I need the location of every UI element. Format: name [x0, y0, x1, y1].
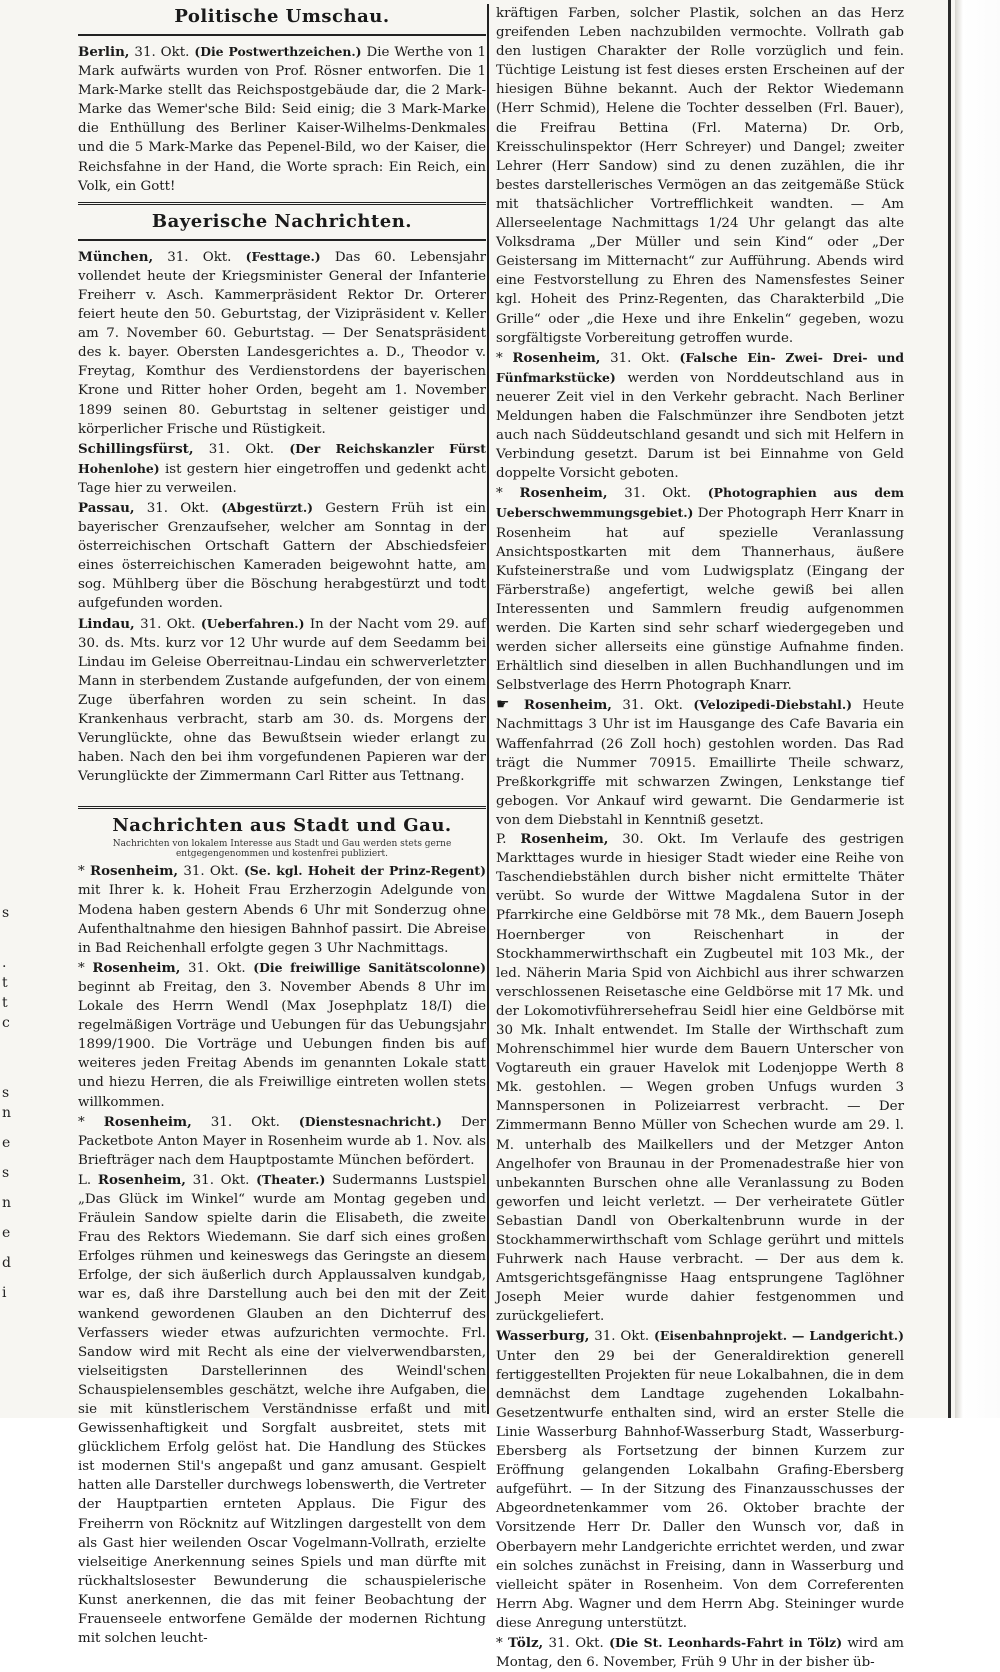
column-divider: [487, 4, 489, 1414]
dateline: Wasserburg,: [496, 1328, 590, 1345]
date: 31. Okt.: [167, 249, 232, 265]
pointing-hand-icon: ☛: [496, 695, 510, 714]
dateline: Rosenheim,: [523, 697, 612, 714]
dateline: Rosenheim,: [97, 1171, 186, 1188]
article-passau: [78, 498, 486, 614]
margin-glyph: n: [2, 1195, 12, 1211]
body: Heute Nachmittags 3 Uhr ist im Hausgange des Cafe Bavaria ein Waffenfahrrad (26 Zoll hoch) gestohlen worden. Das Rad trägt die Nummer 70915. Emaillirte Theile schwarz, Preßkorkgriffe mit schwarzen Zwingen, Lenkstange tief gebogen. Vor Ankauf wird gewarnt. Die Gendarmerie ist von dem Diebstahl in Kenntniß gesetzt.: [496, 698, 905, 828]
date: 31. Okt.: [134, 45, 190, 60]
dateline: Berlin,: [78, 44, 130, 60]
body: Das 60. Lebensjahr vollendet heute der Kriegsminister General der Infanterie Freiherr v. Asch. Kammerpräsident Rektor Dr. Orterer feiert heute den 50. Geburtstag, der Vizipräsident v. Keller am 7. November 60. Geburtstag. — Der Senatspräsident des k. bayer. Obersten Landesgerichtes a. D., Theodor v. Freytag, Komthur des Verdienstordens der bayerischen Krone und Ritter hoher Orden, begeht am 1. November 1899 seinen 80. Geburtstag in seltener geistiger und körperlicher Frische und Rüstigkeit.: [78, 249, 486, 437]
article-wasserburg: [496, 1326, 904, 1633]
dateline: Rosenheim,: [92, 959, 181, 976]
date: 31. Okt.: [192, 1172, 250, 1188]
topic: (Theater.): [256, 1171, 326, 1187]
article-rosenheim-prinzregent: [78, 861, 486, 957]
body: ist gestern hier eingetroffen und gedenkt acht Tage hier zu verweilen.: [78, 461, 486, 496]
date: 31. Okt.: [594, 1329, 650, 1345]
section-title-bayern: Bayerische Nachrichten.: [151, 210, 413, 232]
margin-glyph: i: [2, 1285, 7, 1301]
article-rosenheim-dienst: [78, 1112, 486, 1170]
margin-glyph: .: [2, 955, 7, 971]
margin-glyph: s: [2, 1085, 10, 1101]
body: Die Werthe von 1 Mark aufwärts wurden von Prof. Rösner entworfen. Die 1 Mark-Marke stellt das Reichspostgebäude dar, die 2 Mark-Marke das Wemer'sche Bild: Seid einig; die 3 Mark-Marke die Enthüllung des Berliner Kaiser-Wilhelms-Denkmales und die 5 Mark-Marke das Pepenel-Bild, wo der Kaiser, die Reichsfahne in der Hand, die Worte sprach: Ein Reich, ein Volk, ein Gott!: [78, 45, 486, 194]
dateline: Passau,: [78, 499, 135, 516]
topic: (Eisenbahnprojekt. — Landgericht.): [654, 1328, 904, 1344]
rule: [78, 806, 486, 809]
rule: [78, 34, 486, 36]
date: 31. Okt.: [548, 1635, 604, 1651]
dateline: Rosenheim,: [512, 349, 601, 366]
date: 31. Okt.: [610, 350, 670, 366]
left-margin-bleed: [0, 0, 70, 1418]
dateline: Rosenheim,: [520, 831, 609, 848]
margin-glyph: c: [2, 1015, 10, 1031]
article-toelz: [496, 1633, 904, 1672]
rule: [78, 239, 486, 241]
topic: (Abgestürzt.): [221, 499, 314, 515]
prefix: L.: [78, 1172, 92, 1188]
topic: (Velozipedi-Diebstahl.): [693, 697, 852, 713]
topic: (Ueberfahren.): [200, 615, 305, 631]
prefix: *: [496, 486, 503, 502]
topic: (Dienstesnachricht.): [298, 1113, 442, 1129]
topic: (Festtage.): [245, 248, 321, 264]
prefix: *: [78, 960, 85, 976]
article-berlin: [78, 42, 486, 196]
topic: (Die Postwerthzeichen.): [194, 44, 362, 59]
scan-right-edge: [955, 0, 1000, 1418]
left-column: [78, 4, 487, 1647]
date: 31. Okt.: [140, 616, 196, 632]
prefix: *: [78, 864, 85, 880]
margin-glyph: s: [2, 905, 10, 921]
dateline: Tölz,: [507, 1634, 544, 1651]
body: Der Packetbote Anton Mayer in Rosenheim wurde ab 1. Nov. als Briefträger nach dem Hauptpostamte München befördert.: [78, 1114, 487, 1168]
section-title-politik: Politische Umschau.: [174, 6, 390, 27]
body: Unter den 29 bei der Generaldirektion generell fertiggestellten Projekten für neue Lokalbahnen, die in dem demnächst dem Landtage zugehenden Lokalbahn-Gesetzentwurfe enthalten sind, wird an erster Stelle die Linie Wasserburg Bahnhof-Wasserburg Stadt, Wasserburg-Ebersberg als Fortsetzung der binnen Kurzem zur Eröffnung gelangenden Lokalbahn Grafing-Ebersberg aufgeführt. — In der Sitzung des Finanzausschusses der Abgeordnetenkammer vom 26. Oktober brachte der Vorsitzende Herr Dr. Daller den Wunsch vor, daß in Oberbayern mehr Landgerichte errichtet werden, und zwar ein solches zunächst in Freising, dann in Wasserburg und vielleicht später in Rosenheim. Von dem Correferenten Herrn Abg. Wagner und dem Herrn Abg. Steininger wurde diese Anregung unterstützt.: [496, 1348, 904, 1631]
body: In der Nacht vom 29. auf 30. ds. Mts. kurz vor 12 Uhr wurde auf dem Seedamm bei Lindau im Geleise Oberreitnau-Lindau ein schwerverletzter Mann in sterbendem Zustande aufgefunden, der von einem Zuge überfahren worden zu sein scheint. In das Krankenhaus verbracht, starb am 30. ds. Morgens der Verunglückte, ohne das Bewußtsein wieder erlangt zu haben. Nach den bei ihm vorgefundenen Papieren war der Verunglückte der Zimmermann Carl Ritter aus Tettnang.: [78, 616, 486, 785]
right-column: [496, 4, 905, 1671]
body: werden von Norddeutschland aus in neuerer Zeit viel in den Verkehr gebracht. Nach Berliner Meldungen haben die Falschmünzer ihre Sendboten jetzt auch nach Süddeutschland gesandt und sich mit Helfern in Verbindung gesetzt. Darum ist bei Einnahme von Geld doppelte Vorsicht geboten.: [496, 370, 904, 482]
body: mit Ihrer k. k. Hoheit Frau Erzherzogin Adelgunde von Modena haben gestern Abends 6 Uhr mit Sonderzug ohne Aufenthaltnahme den hiesigen Bahnhof passirt. Die Abreise in Bad Reichenhall erfolgte gegen 3 Uhr Nachmittags.: [78, 883, 486, 956]
topic: (Die freiwillige Sanitätscolonne): [253, 959, 486, 975]
article-schillingsfuerst: [78, 439, 486, 498]
topic: (Falsche Ein- Zwei- Drei- und Fünfmarkstücke): [496, 349, 904, 385]
article-lindau: [78, 614, 486, 787]
date: 31. Okt.: [183, 864, 239, 880]
margin-glyph: e: [2, 1135, 11, 1151]
margin-glyph: t: [2, 975, 8, 991]
dateline: Lindau,: [78, 615, 135, 632]
date: 30. Okt.: [622, 832, 687, 848]
article-rosenheim-photographien: [496, 483, 904, 695]
page-edge-line: [948, 0, 951, 1418]
date: 31. Okt.: [208, 441, 275, 457]
dateline: Rosenheim,: [519, 485, 608, 502]
body: Gestern Früh ist ein bayerischer Grenzaufseher, welcher am Sonntag in der österreichischen Ortschaft Gattern der Abschiedsfeier eines österreichischen Kameraden beigewohnt hatte, am sog. Mühlberg über die Böschung herabgestürzt und todt aufgefunden worden.: [78, 500, 486, 612]
article-rosenheim-diebstahl: [496, 695, 904, 830]
date: 31. Okt.: [187, 960, 246, 976]
prefix: *: [496, 350, 503, 366]
date: 31. Okt.: [622, 698, 683, 714]
margin-glyph: e: [2, 1225, 11, 1241]
margin-glyph: d: [2, 1255, 11, 1271]
article-muenchen: [78, 247, 486, 439]
article-rosenheim-markttag: [496, 830, 904, 1326]
prefix: *: [496, 1635, 503, 1651]
topic: (Se. kgl. Hoheit der Prinz-Regent): [243, 863, 487, 879]
margin-glyph: n: [2, 1105, 12, 1121]
dateline: München,: [78, 248, 154, 265]
section-title-stadt: Nachrichten aus Stadt und Gau.: [112, 815, 452, 837]
body: beginnt ab Freitag, den 3. November Abends 8 Uhr im Lokale des Herrn Wendl (Max Josephplatz 18/I) die regelmäßigen Vorträge und Uebungen für das Uebungsjahr 1899/1900. Die Vorträge und Uebungen finden bis auf weiteres jeden Freitag Abends im genannten Lokale statt und hiezu Herren, die als Freiwillige eintreten wollen stets willkommen.: [78, 979, 486, 1110]
date: 31. Okt.: [624, 486, 692, 502]
rule: [78, 202, 486, 205]
body: Im Verlaufe des gestrigen Markttages wurde in hiesiger Stadt wieder eine Reihe von Taschendiebstählen durch bisher nicht ermittelte Thäter verübt. So wurde der Wittwe Magdalena Sutor in der Pfarrkirche eine Geldbörse mit 78 Mk., dem Bauern Joseph Hoernberger von Reischenhart in der Stockhammerwirthschaft ein Zugbeutel mit 103 Mk., der led. Näherin Maria Spid von Aichbichl aus ihrer schwarzen verschlossenen Reisetasche eine Geldbörse mit 17 Mk. und der Lokomotivführersehefrau Seidl hier eine Geldbörse mit 30 Mk. Inhalt entwendet. Im Stalle der Wirthschaft zum Mohrenschimmel hier wurde dem Bauern Unterscher von Vogtareuth ein grauer Havelok mit Lodenjoppe Werth 8 Mk. gestohlen. — Wegen groben Unfugs wurden 3 Mannspersonen in Polizeiarrest verbracht. — Der Zimmermann Benno Müller von Schechen wurde am 29. l. M. unterhalb des Mailkellers und der Metzger Anton Angelhofer von Braunau in der Promenadestraße hier von unbekannten Burschen ohne alle Veranlassung zu Boden geworfen und leicht verletzt. — Der verheiratete Gütler Sebastian Dandl von Oberkaltenbrunn wurde in der Stockhammerwirthschaft vom Schlage gerührt und mittels Fuhrwerk nach Hause verbracht. — Der aus dem k. Amtsgerichtsgefängnisse Haag entsprungene Taglöhner Joseph Meier wurde dahier festgenommen und zurückgeliefert.: [496, 832, 904, 1325]
body: wird am Montag, den 6. November, Früh 9 Uhr in der bisher üb-: [496, 1635, 905, 1671]
spacer: [78, 786, 486, 800]
margin-glyph: t: [2, 995, 8, 1011]
section-subtitle: Nachrichten von lokalem Interesse aus Stadt und Gau werden stets gerne entgegengenommen und kostenfrei publiziert.: [112, 839, 452, 860]
body: Der Photograph Herr Knarr in Rosenheim hat auf spezielle Veranlassung Ansichtspostkarten mit dem Thannerhaus, äußere Kufsteinerstraße und vom Ludwigsplatz (Eingang der Färberstraße) angefertigt, welche gewiß bei allen Interessenten und Sammlern freudig aufgenommen werden. Die Karten sind sehr scharf wiedergegeben und werden sicher allerseits eine günstige Aufnahme finden. Erhältlich sind dieselben in allen Buchhandlungen und im Selbstverlage des Herrn Photograph Knarr.: [496, 506, 905, 694]
article-rosenheim-sanitaet: [78, 958, 486, 1112]
article-rosenheim-theater-continued: [496, 4, 904, 348]
topic: (Photographien aus dem Ueberschwemmungsgebiet.): [496, 485, 904, 521]
margin-glyph: s: [2, 1165, 10, 1181]
prefix: P.: [496, 832, 507, 848]
article-rosenheim-falschgeld: [496, 348, 904, 484]
topic: (Die St. Leonhards-Fahrt in Tölz): [609, 1634, 843, 1650]
article-rosenheim-theater: [78, 1170, 486, 1648]
body: kräftigen Farben, solcher Plastik, solchen an das Herz greifenden Leben nachzubilden vermochte. Vollrath gab den lustigen Charakter der Rolle vorzüglich und fein. Tüchtige Leistung ist fest dieses ersten Erscheinen auf der hiesigen Bühne bekannt. Auch der Rektor Wiedemann (Herr Schmid), Helene die Tochter desselben (Frl. Bauer), die Freifrau Bettina (Frl. Materna) Dr. Orb, Kreisschulinspektor (Herr Schreyer) und Dangel; zweiter Lehrer (Herr Sandow) sind zu denen zuzählen, die ihr bestes darstellerisches Vermögen an das zeitgemäße Stück mit thatsächlicher Vortrefflichkeit wandten. — Am Allerseelentage Nachmittags 1/24 Uhr gelangt das alte Volksdrama „Der Müller und sein Kind“ oder „Der Geistersang im Mitternacht“ zur Aufführung. Abends wird eine Festvorstellung zu Ehren des Namensfestes Seiner kgl. Hoheit des Prinz-Regenten, das Charakterbild „Die Grille“ oder „die Hexe und ihre Enkelin“ gegeben, wozu sorgfältigste Vorbereitung getroffen wurde.: [496, 6, 904, 346]
topic: (Der Reichskanzler Fürst Hohenlohe): [78, 440, 486, 476]
dateline: Schillingsfürst,: [78, 440, 194, 457]
prefix: *: [78, 1114, 85, 1130]
body: Sudermanns Lustspiel „Das Glück im Winkel“ wurde am Montag gegeben und Fräulein Sandow spielte darin die Elisabeth, die zweite Frau des Rektors Wiedemann. Sie darf sich eines großen Erfolges rühmen und keineswegs das Geringste an diesem Erfolge, der sich äußerlich durch Applaussalven kundgab, war es, daß ihre Darstellung auch bei den mit der Zeit wankend gewordenen Glauben an den Dichterruf des Verfassers wieder etwas aufzurichten vermochte. Frl. Sandow wird mit Recht als eine der vielverwendbarsten, vielseitigsten Darstellerinnen des Weindl'schen Schauspielensembles geschätzt, welche ihre Aufgaben, die sie mit künstlerischem Verständnisse erfaßt und mit Gewissenhaftigkeit und Sorgfalt ausbreitet, stets mit glücklichem Erfolg gelöst hat. Die Handlung des Stückes ist modernen Stil's angepaßt und ganz amusant. Gespielt hatten alle Darsteller durchwegs lobenswerth, die Vertreter der Hauptpartien ernteten Applaus. Die Figur des Freiherrn von Röcknitz auf Witzlingen dargestellt von dem als Gast hier weilenden Oscar Vogelmann-Vollrath, erzielte vielseitige Anerkennung seines Spiels und man dürfte mit rückhaltslosester Bewunderung die schauspielerische Kunst anerkennen, die das mit feiner Beobachtung der Frauenseele entworfene Gemälde der modernen Richtung mit solchen leucht-: [78, 1172, 487, 1647]
dateline: Rosenheim,: [90, 863, 179, 880]
date: 31. Okt.: [146, 500, 209, 516]
date: 31. Okt.: [210, 1114, 280, 1130]
dateline: Rosenheim,: [103, 1113, 192, 1130]
